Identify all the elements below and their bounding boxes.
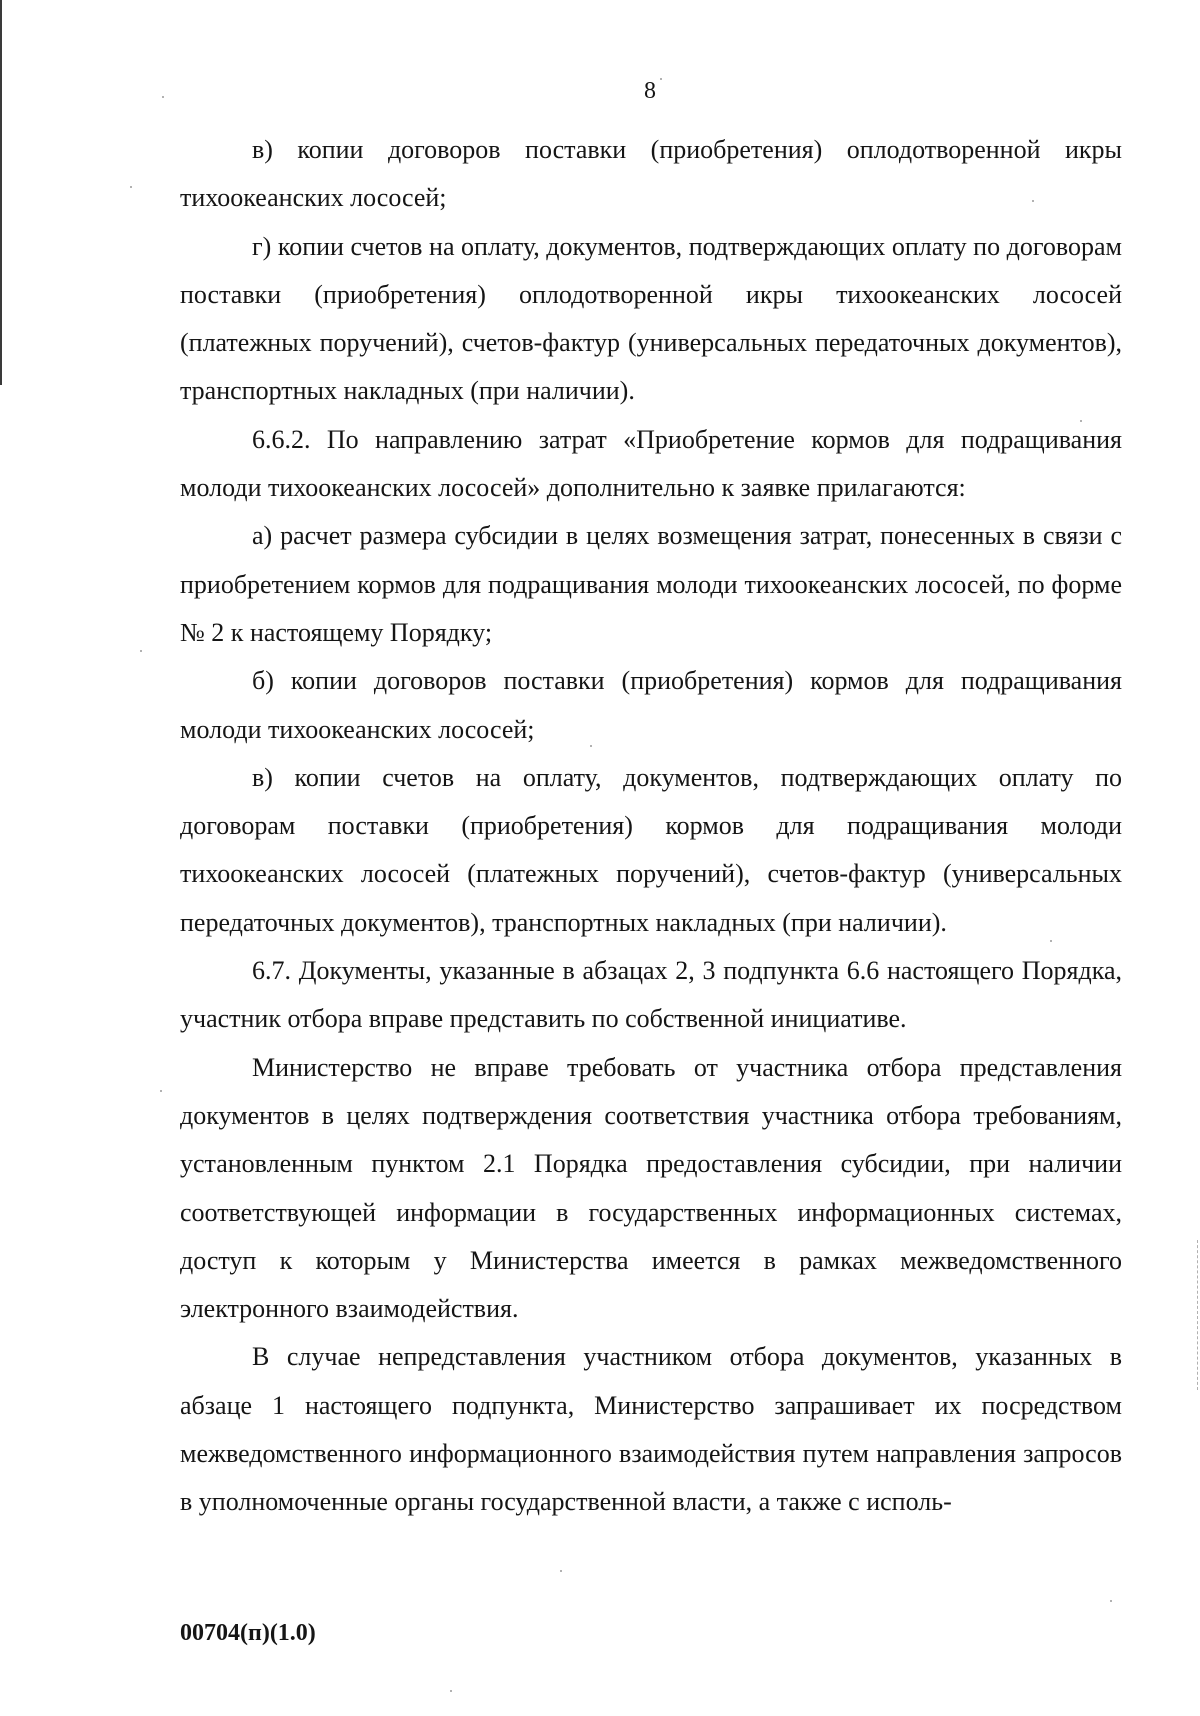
scan-speck (160, 1090, 162, 1092)
paragraph-v-fertilized-roe-contracts: в) копии договоров поставки (приобретения) оплодотворенной икры тихоокеанских лососей; (180, 135, 1122, 213)
scan-speck (140, 650, 142, 652)
scan-speck (1050, 940, 1052, 942)
scan-speck (450, 1690, 452, 1692)
paragraph-6-6-2: 6.6.2. По направлению затрат «Приобретение кормов для подращивания молоди тихоокеанских лососей» дополнительно к заявке прилагаются: (180, 424, 1122, 503)
paragraph-b-feed-contracts: б) копии договоров поставки (приобретения) кормов для подращивания молоди тихоокеанских лососей; (180, 666, 1122, 744)
paragraph-interagency-request: В случае непредставления участником отбора документов, указанных в абзаце 1 настоящего подпункта, Министерство запрашивает их посредством межведомственного информационного взаимодействия путем направления запросов в уполномоченные органы государственной власти, а также с исполь- (180, 1342, 1122, 1517)
document-body (180, 126, 1122, 1527)
paragraph-6-7: 6.7. Документы, указанные в абзацах 2, 3 подпункта 6.6 настоящего Порядка, участник отбора вправе представить по собственной инициативе. (180, 956, 1122, 1034)
scan-speck (130, 186, 132, 188)
scan-speck (162, 96, 164, 98)
scan-speck (1110, 1600, 1112, 1602)
paragraph-a-subsidy-calculation: а) расчет размера субсидии в целях возмещения затрат, понесенных в связи с приобретением кормов для подращивания молоди тихоокеанских лососей, по форме № 2 к настоящему Порядку; (180, 521, 1122, 647)
scan-left-edge-line (0, 0, 2, 385)
page-number: 8 (644, 78, 656, 104)
paragraph-v-feed-payment-documents: в) копии счетов на оплату, документов, подтверждающих оплату по договорам поставки (приобретения) кормов для подращивания молоди тихоокеанских лососей (платежных поручений), счетов-фактур (универсальных передаточных документов), транспортных накладных (при наличии). (180, 762, 1122, 937)
scan-speck (660, 78, 662, 80)
paragraph-g-payment-documents: г) копии счетов на оплату, документов, подтверждающих оплату по договорам поставки (приобретения) оплодотворенной икры тихоокеанских лососей (платежных поручений), счетов-фактур (универсальных передаточных документов), транспортных накладных (при наличии). (180, 231, 1122, 406)
scan-speck (1080, 420, 1082, 422)
scan-binding-mark (1197, 1240, 1199, 1390)
scan-speck (590, 745, 592, 747)
scan-speck (560, 1570, 562, 1572)
paragraph-ministry-restriction: Министерство не вправе требовать от участника отбора представления документов в целях подтверждения соответствия участника отбора требованиям, установленным пунктом 2.1 Порядка предоставления субсидии, при наличии соответствующей информации в государственных информационных системах, доступ к которым у Министерства имеется в рамках межведомственного электронного взаимодействия. (180, 1052, 1122, 1324)
scan-speck (1032, 200, 1034, 202)
document-code: 00704(п)(1.0) (180, 1620, 316, 1646)
